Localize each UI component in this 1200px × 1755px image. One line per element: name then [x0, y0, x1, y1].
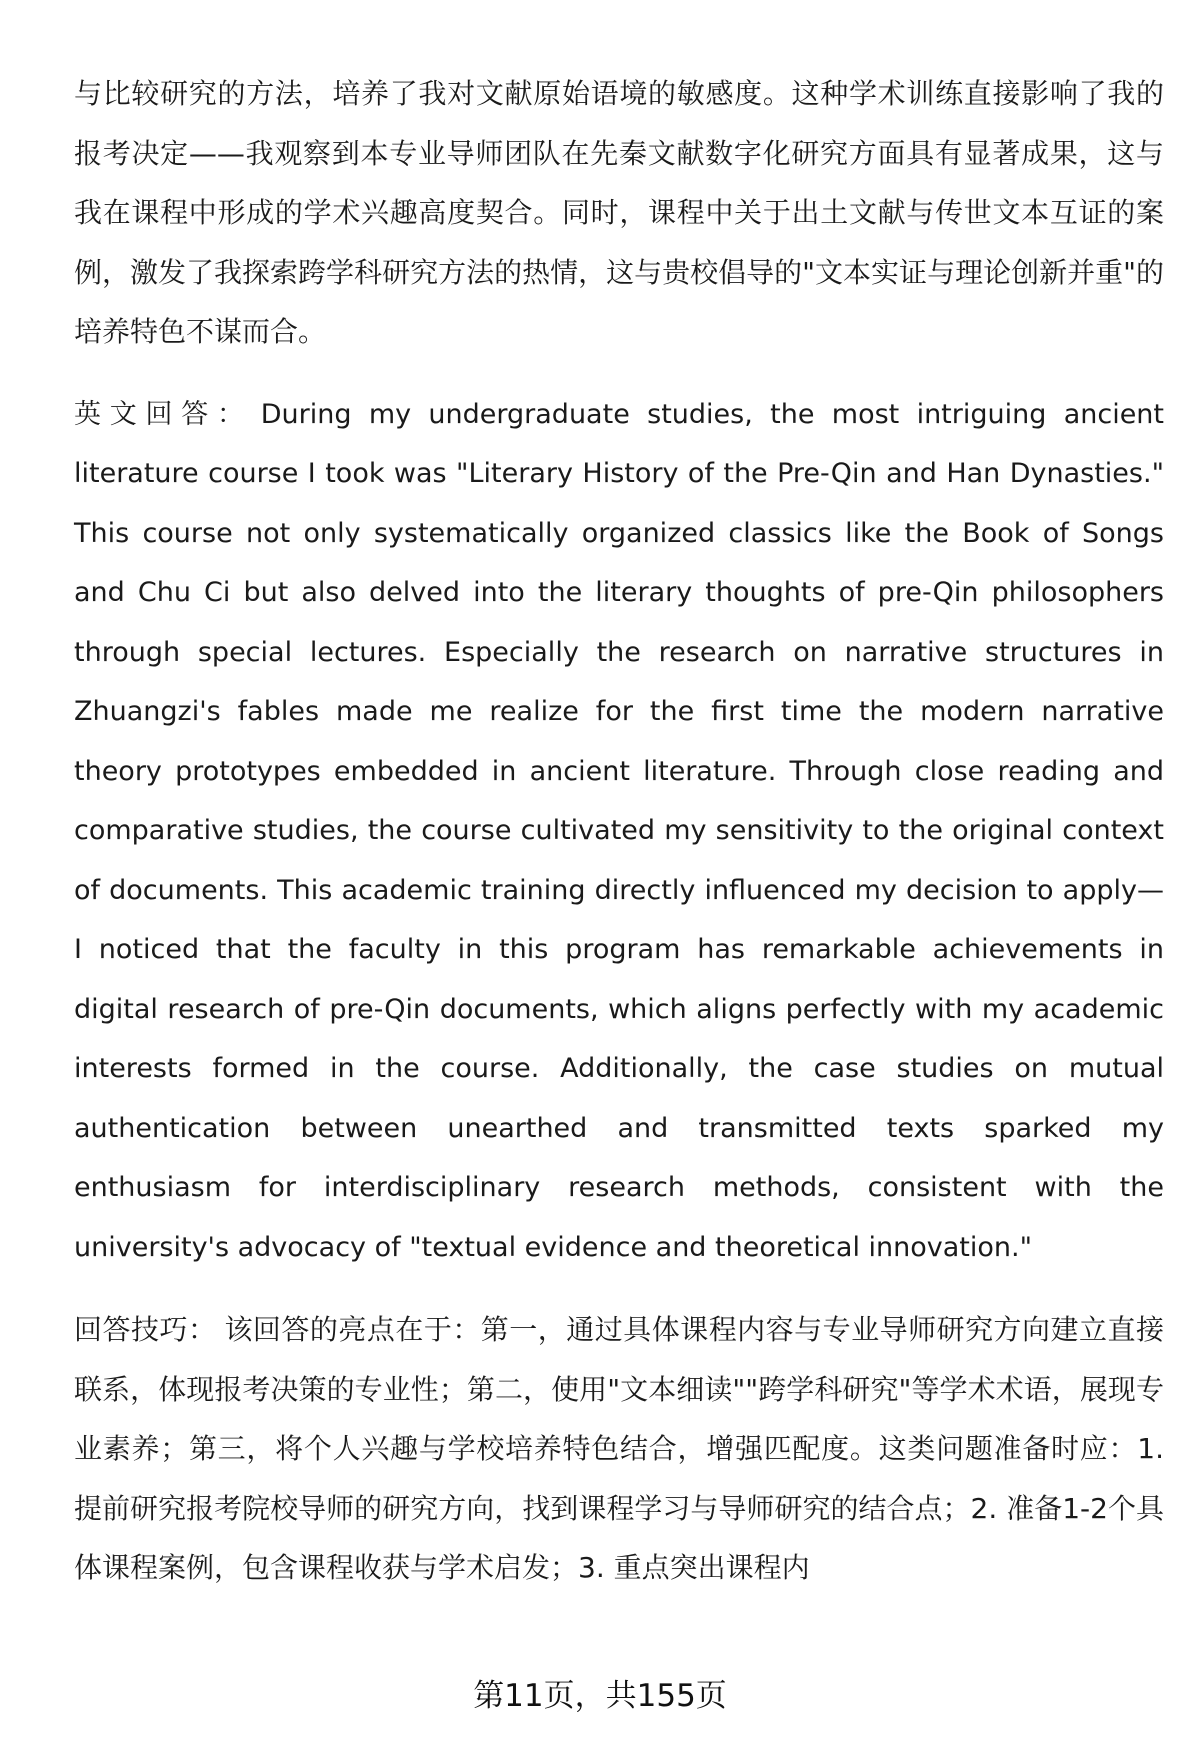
paragraph-label: 英文回答： — [74, 398, 253, 430]
paragraph-answer-tips — [74, 1300, 1164, 1598]
document-page — [74, 64, 1164, 1598]
page-number-footer: 第11页，共155页 — [473, 1678, 727, 1714]
paragraph-text: 该回答的亮点在于：第一，通过具体课程内容与专业导师研究方向建立直接联系，体现报考决策的专业性；第二，使用"文本细读""跨学科研究"等学术术语，展现专业素养；第三，将个人兴趣与学校培养特色结合，增强匹配度。这类问题准备时应：1. 提前研究报考院校导师的研究方向，找到课程学习与导师研究的结合点；2. 准备1-2个具体课程案例，包含课程收获与学术启发；3. 重点突出课程内 — [74, 1313, 1164, 1584]
paragraph-english-answer — [74, 385, 1164, 1278]
paragraph-label: 回答技巧： — [74, 1313, 217, 1346]
paragraph-text: During my undergraduate studies, the most intriguing ancient literature course I took was "Literary History of the Pre-Qin and Han Dynasties." This course not only systematically organized classics like the Book of Songs and Chu Ci but also delved into the literary thoughts of pre-Qin philosophers through special lectures. Especially the research on narrative structures in Zhuangzi's fables made me realize for the first time the modern narrative theory prototypes embedded in ancient literature. Through close reading and comparative studies, the course cultivated my sensitivity to the original context of documents. This academic training directly influenced my decision to apply— I noticed that the faculty in this program has remarkable achievements in digital research of pre-Qin documents, which aligns perfectly with my academic interests formed in the course. Additionally, the case studies on mutual authentication between unearthed and transmitted texts sparked my enthusiasm for interdisciplinary research methods, consistent with the university's advocacy of "textual evidence and theoretical innovation." — [74, 398, 1165, 1263]
paragraph-text: 与比较研究的方法，培养了我对文献原始语境的敏感度。这种学术训练直接影响了我的报考决定——我观察到本专业导师团队在先秦文献数字化研究方面具有显著成果，这与我在课程中形成的学术兴趣高度契合。同时，课程中关于出土文献与传世文本互证的案例，激发了我探索跨学科研究方法的热情，这与贵校倡导的"文本实证与理论创新并重"的培养特色不谋而合。 — [74, 77, 1164, 348]
paragraph-chinese-continuation — [74, 64, 1164, 362]
